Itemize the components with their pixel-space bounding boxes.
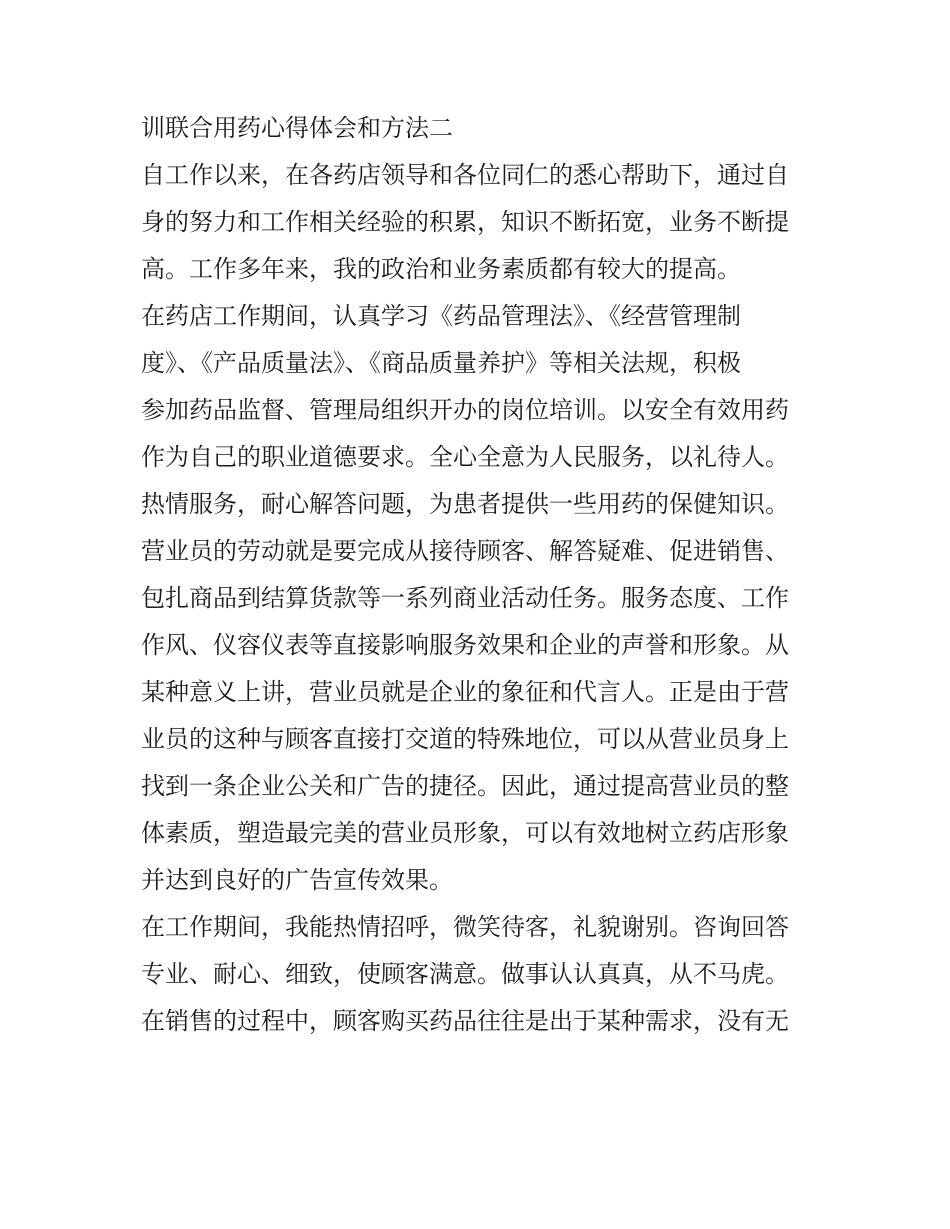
document-body [141, 108, 821, 1048]
text-line: 并达到良好的广告宣传效果。 [141, 866, 453, 894]
text-line: 作风、仪容仪表等直接影响服务效果和企业的声誉和形象。从 [141, 631, 789, 659]
paragraph-3 [141, 907, 821, 1041]
text-line: 身的努力和工作相关经验的积累，知识不断拓宽，业务不断提 [141, 208, 789, 236]
text-line: 营业员的劳动就是要完成从接待顾客、解答疑难、促进销售、 [141, 537, 789, 565]
document-title: 训联合用药心得体会和方法二 [141, 114, 453, 142]
text-line: 找到一条企业公关和广告的捷径。因此，通过提高营业员的整 [141, 772, 789, 800]
paragraph-1 [141, 155, 821, 289]
text-line: 参加药品监督、管理局组织开办的岗位培训。以安全有效用药 [141, 396, 789, 424]
text-line: 自工作以来，在各药店领导和各位同仁的悉心帮助下，通过自 [141, 161, 789, 189]
paragraph-2 [141, 296, 821, 900]
text-line: 专业、耐心、细致，使顾客满意。做事认认真真，从不马虎。 [141, 960, 789, 988]
text-line: 在工作期间，我能热情招呼，微笑待客，礼貌谢别。咨询回答 [141, 913, 789, 941]
text-line: 某种意义上讲，营业员就是企业的象征和代言人。正是由于营 [141, 678, 789, 706]
text-line: 包扎商品到结算货款等一系列商业活动任务。服务态度、工作 [141, 584, 789, 612]
text-line: 体素质，塑造最完美的营业员形象，可以有效地树立药店形象 [141, 819, 789, 847]
text-line: 在药店工作期间，认真学习《药品管理法》、《经营管理制 [141, 302, 741, 330]
text-line: 业员的这种与顾客直接打交道的特殊地位，可以从营业员身上 [141, 725, 789, 753]
text-line: 作为自己的职业道德要求。全心全意为人民服务，以礼待人。 [141, 443, 789, 471]
text-line: 在销售的过程中，顾客购买药品往往是出于某种需求，没有无 [141, 1007, 789, 1035]
text-line: 高。工作多年来，我的政治和业务素质都有较大的提高。 [141, 255, 741, 283]
text-line: 热情服务，耐心解答问题，为患者提供一些用药的保健知识。 [141, 490, 789, 518]
text-line: 度》、《产品质量法》、《商品质量养护》等相关法规，积极 [141, 349, 741, 377]
